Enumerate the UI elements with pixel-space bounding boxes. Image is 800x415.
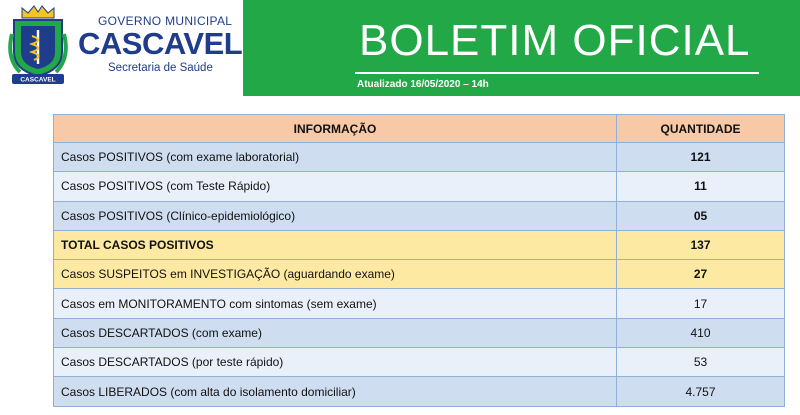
table-row xyxy=(54,377,785,406)
column-header-quantity: QUANTIDADE xyxy=(617,115,785,143)
row-label: Casos SUSPEITOS em INVESTIGAÇÃO (aguardando exame) xyxy=(54,260,617,289)
city-crest-icon xyxy=(8,4,68,88)
row-label: Casos POSITIVOS (Clínico-epidemiológico) xyxy=(54,201,617,230)
crest-label: CASCAVEL xyxy=(20,76,56,84)
table-row-total xyxy=(54,230,785,259)
row-value: 53 xyxy=(617,348,785,377)
table-header-row xyxy=(54,115,785,143)
row-value: 410 xyxy=(617,318,785,347)
table-row xyxy=(54,348,785,377)
org-city-text: CASCAVEL xyxy=(78,26,243,61)
table-row xyxy=(54,201,785,230)
row-value: 05 xyxy=(617,201,785,230)
table-row xyxy=(54,143,785,172)
row-label: Casos DESCARTADOS (com exame) xyxy=(54,318,617,347)
table-row xyxy=(54,172,785,201)
logo-area xyxy=(0,0,243,96)
table-row xyxy=(54,318,785,347)
bulletin-table xyxy=(53,114,785,407)
title-banner xyxy=(243,0,800,96)
table-row xyxy=(54,260,785,289)
row-label: Casos POSITIVOS (com exame laboratorial) xyxy=(54,143,617,172)
title-underline xyxy=(355,72,759,74)
table-row xyxy=(54,289,785,318)
updated-timestamp: Atualizado 16/05/2020 – 14h xyxy=(357,79,489,90)
page-title: BOLETIM OFICIAL xyxy=(359,16,751,65)
row-label: Casos LIBERADOS (com alta do isolamento domiciliar) xyxy=(54,377,617,406)
org-dept-text: Secretaria de Saúde xyxy=(108,62,213,74)
org-top-text: GOVERNO MUNICIPAL xyxy=(98,14,233,28)
row-value: 4.757 xyxy=(617,377,785,406)
row-label: Casos em MONITORAMENTO com sintomas (sem exame) xyxy=(54,289,617,318)
row-label: Casos POSITIVOS (com Teste Rápido) xyxy=(54,172,617,201)
row-value: 121 xyxy=(617,143,785,172)
row-value: 137 xyxy=(617,230,785,259)
row-label: Casos DESCARTADOS (por teste rápido) xyxy=(54,348,617,377)
row-value: 11 xyxy=(617,172,785,201)
column-header-info: INFORMAÇÃO xyxy=(54,115,617,143)
row-value: 17 xyxy=(617,289,785,318)
row-label: TOTAL CASOS POSITIVOS xyxy=(54,230,617,259)
row-value: 27 xyxy=(617,260,785,289)
